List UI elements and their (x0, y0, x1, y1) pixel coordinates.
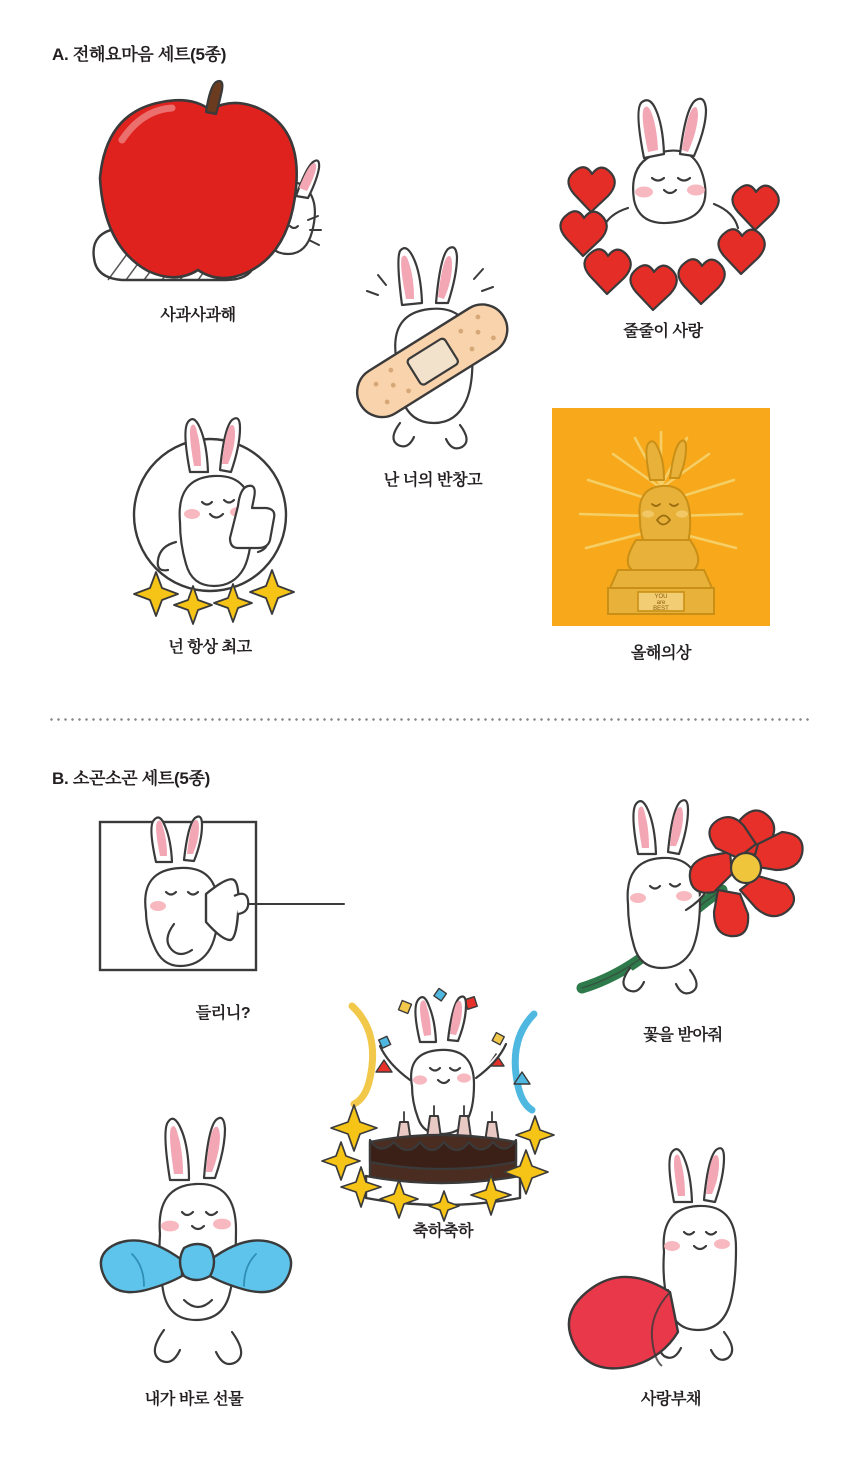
sticker-cake[interactable] (318, 980, 568, 1250)
thumbsup-illustration (110, 410, 310, 630)
section-b-title: B. 소곤소곤 세트(5종) (52, 769, 210, 788)
sticker-thumbsup[interactable] (110, 410, 310, 660)
heartfan-illustration (556, 1140, 786, 1390)
trophy-plaque-line1: YOU (654, 594, 668, 600)
sticker-apple[interactable] (78, 80, 318, 340)
caption-bandage: 난 너의 반창고 (383, 472, 483, 489)
caption-heartfan: 사랑부채 (640, 1391, 702, 1408)
caption-trophy: 올해의상 (630, 645, 692, 662)
section-divider (48, 718, 812, 721)
caption-cake: 축하축하 (412, 1223, 474, 1240)
caption-ribbon: 내가 바로 선물 (144, 1391, 244, 1408)
trophy-plaque-line2: are (656, 600, 666, 606)
ribbon-illustration (84, 1118, 304, 1388)
megaphone-illustration (78, 808, 368, 988)
sticker-ribbon[interactable] (84, 1118, 304, 1408)
sticker-heartfan[interactable] (556, 1140, 786, 1410)
bandage-illustration (318, 245, 548, 455)
section-a-title: A. 전해요마음 세트(5종) (52, 45, 227, 64)
apple-illustration (78, 80, 318, 290)
cake-illustration (318, 980, 568, 1220)
sticker-trophy[interactable] (552, 408, 770, 668)
caption-thumbsup: 넌 항상 최고 (168, 639, 252, 656)
trophy-illustration (552, 408, 770, 626)
sticker-flower[interactable] (568, 800, 798, 1050)
sticker-hearts[interactable] (538, 96, 788, 346)
caption-flower: 꽃을 받아줘 (643, 1027, 723, 1044)
caption-apple: 사과사과해 (160, 307, 236, 324)
hearts-illustration (538, 96, 788, 306)
sticker-bandage[interactable] (318, 245, 548, 495)
trophy-plaque-line3: BEST (653, 606, 669, 612)
caption-megaphone: 들리니? (195, 1005, 251, 1022)
flower-illustration (568, 800, 798, 1010)
caption-hearts: 줄줄이 사랑 (623, 323, 703, 340)
